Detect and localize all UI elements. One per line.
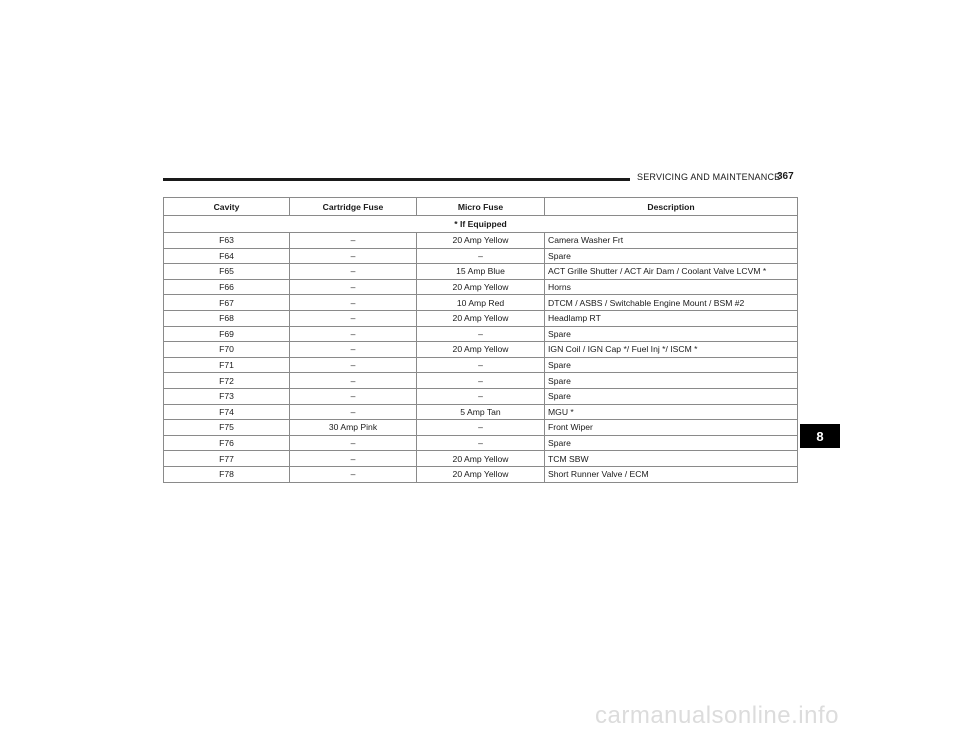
cell-description: DTCM / ASBS / Switchable Engine Mount / BSM #2 [545, 295, 798, 311]
cell-cartridge-fuse: – [290, 279, 417, 295]
watermark: carmanualsonline.info [595, 702, 839, 729]
cell-cavity: F70 [164, 342, 290, 358]
cell-cartridge-fuse: – [290, 435, 417, 451]
cell-micro-fuse: 20 Amp Yellow [417, 233, 545, 249]
table-body [164, 216, 798, 483]
cell-cavity: F68 [164, 310, 290, 326]
table-row [164, 373, 798, 389]
cell-cavity: F76 [164, 435, 290, 451]
table-row [164, 342, 798, 358]
cell-micro-fuse: 20 Amp Yellow [417, 310, 545, 326]
cell-cavity: F73 [164, 388, 290, 404]
cell-micro-fuse: 20 Amp Yellow [417, 279, 545, 295]
cell-cartridge-fuse: 30 Amp Pink [290, 420, 417, 436]
cell-micro-fuse: – [417, 248, 545, 264]
page-number: 367 [777, 171, 794, 182]
table-row [164, 451, 798, 467]
table-row [164, 310, 798, 326]
table-header-row [164, 198, 798, 216]
table-row [164, 435, 798, 451]
cell-cartridge-fuse: – [290, 373, 417, 389]
cell-description: Spare [545, 326, 798, 342]
column-header-micro-fuse: Micro Fuse [417, 198, 545, 216]
cell-description: Spare [545, 435, 798, 451]
column-header-cavity: Cavity [164, 198, 290, 216]
cell-description: Short Runner Valve / ECM [545, 466, 798, 482]
cell-description: Spare [545, 373, 798, 389]
fuse-table [163, 197, 798, 483]
cell-micro-fuse: 20 Amp Yellow [417, 451, 545, 467]
cell-micro-fuse: – [417, 435, 545, 451]
cell-description: ACT Grille Shutter / ACT Air Dam / Coolant Valve LCVM * [545, 264, 798, 280]
table-row [164, 466, 798, 482]
cell-micro-fuse: 20 Amp Yellow [417, 342, 545, 358]
cell-cartridge-fuse: – [290, 451, 417, 467]
cell-cartridge-fuse: – [290, 357, 417, 373]
cell-description: MGU * [545, 404, 798, 420]
cell-micro-fuse: 10 Amp Red [417, 295, 545, 311]
table-row [164, 388, 798, 404]
note-row [164, 216, 798, 233]
table-row [164, 404, 798, 420]
cell-cavity: F65 [164, 264, 290, 280]
cell-cartridge-fuse: – [290, 264, 417, 280]
cell-micro-fuse: – [417, 388, 545, 404]
cell-description: IGN Coil / IGN Cap */ Fuel Inj */ ISCM * [545, 342, 798, 358]
table-row [164, 295, 798, 311]
cell-cavity: F78 [164, 466, 290, 482]
cell-micro-fuse: – [417, 357, 545, 373]
cell-cartridge-fuse: – [290, 295, 417, 311]
cell-cavity: F64 [164, 248, 290, 264]
cell-cartridge-fuse: – [290, 310, 417, 326]
cell-cavity: F75 [164, 420, 290, 436]
cell-micro-fuse: – [417, 420, 545, 436]
table-row [164, 248, 798, 264]
cell-cartridge-fuse: – [290, 248, 417, 264]
if-equipped-note: * If Equipped [164, 216, 798, 233]
cell-cartridge-fuse: – [290, 388, 417, 404]
cell-cartridge-fuse: – [290, 404, 417, 420]
cell-cavity: F77 [164, 451, 290, 467]
cell-cartridge-fuse: – [290, 342, 417, 358]
table-row [164, 233, 798, 249]
cell-micro-fuse: – [417, 373, 545, 389]
cell-cavity: F63 [164, 233, 290, 249]
cell-cartridge-fuse: – [290, 326, 417, 342]
cell-cavity: F74 [164, 404, 290, 420]
cell-description: Headlamp RT [545, 310, 798, 326]
cell-cavity: F71 [164, 357, 290, 373]
cell-description: Front Wiper [545, 420, 798, 436]
cell-micro-fuse: 15 Amp Blue [417, 264, 545, 280]
cell-micro-fuse: 5 Amp Tan [417, 404, 545, 420]
cell-description: Spare [545, 388, 798, 404]
cell-description: TCM SBW [545, 451, 798, 467]
table-row [164, 357, 798, 373]
table-row [164, 264, 798, 280]
cell-cartridge-fuse: – [290, 466, 417, 482]
header-rule [163, 178, 630, 181]
table-row [164, 279, 798, 295]
cell-cavity: F66 [164, 279, 290, 295]
table-row [164, 420, 798, 436]
cell-cavity: F69 [164, 326, 290, 342]
cell-micro-fuse: – [417, 326, 545, 342]
chapter-tab[interactable]: 8 [800, 424, 840, 448]
cell-cavity: F72 [164, 373, 290, 389]
cell-cavity: F67 [164, 295, 290, 311]
cell-description: Horns [545, 279, 798, 295]
cell-micro-fuse: 20 Amp Yellow [417, 466, 545, 482]
cell-description: Spare [545, 248, 798, 264]
column-header-cartridge-fuse: Cartridge Fuse [290, 198, 417, 216]
cell-description: Camera Washer Frt [545, 233, 798, 249]
column-header-description: Description [545, 198, 798, 216]
section-title: SERVICING AND MAINTENANCE [637, 172, 781, 182]
cell-cartridge-fuse: – [290, 233, 417, 249]
table-row [164, 326, 798, 342]
cell-description: Spare [545, 357, 798, 373]
